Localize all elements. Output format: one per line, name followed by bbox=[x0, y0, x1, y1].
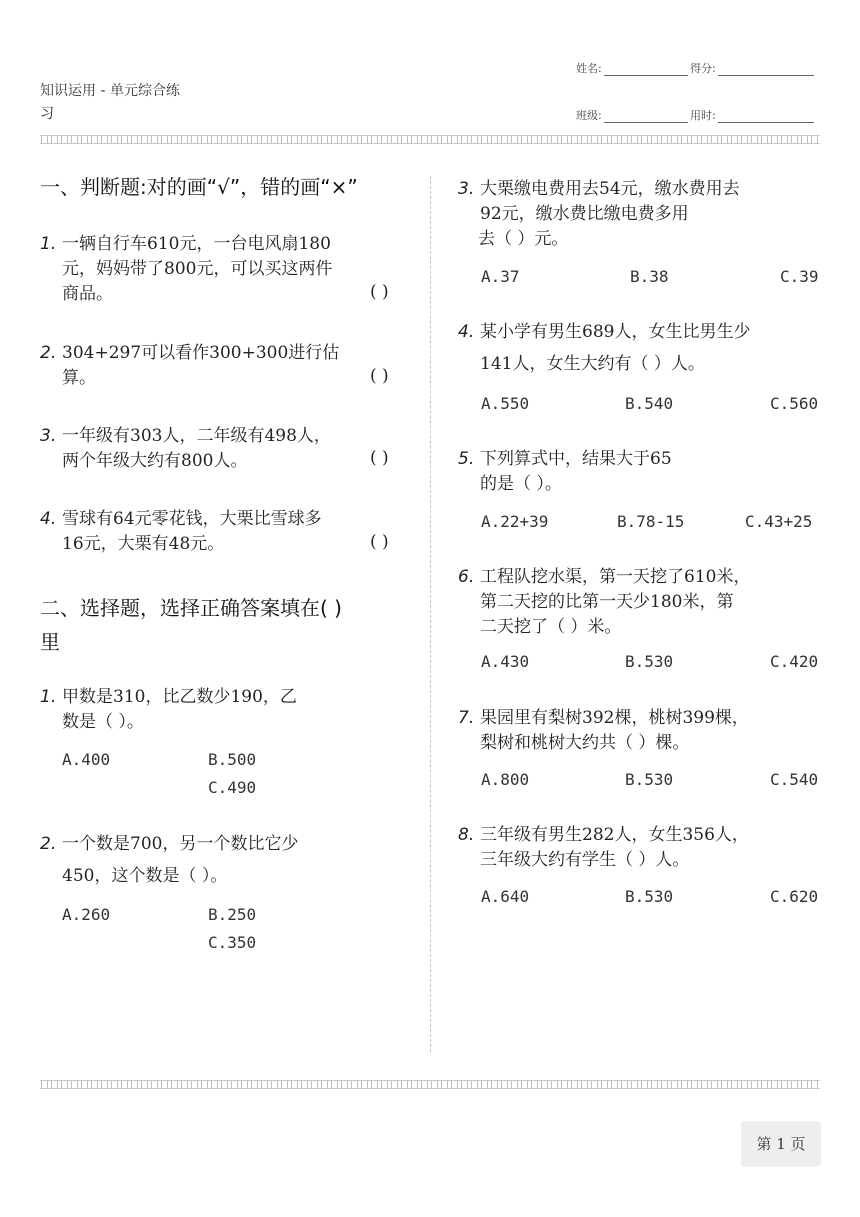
section1-title: 一、判断题:对的画“√”，错的画“×” bbox=[40, 175, 358, 199]
question-text-line: 元，妈妈带了800元，可以买这两件 bbox=[62, 259, 333, 279]
question-text-line: 工程队挖水渠，第一天挖了610米， bbox=[480, 567, 751, 587]
question-number: 1. bbox=[40, 234, 57, 254]
choice-question-3 bbox=[458, 177, 828, 252]
name-field[interactable] bbox=[576, 60, 688, 76]
top-border-strip bbox=[40, 135, 820, 144]
choice-question-1 bbox=[40, 685, 410, 735]
name-blank[interactable] bbox=[604, 64, 688, 76]
question-number: 1. bbox=[40, 687, 57, 707]
question-text-line: 去（ ）元。 bbox=[478, 229, 569, 249]
question-text-line: 雪球有64元零花钱，大栗比雪球多 bbox=[62, 509, 322, 529]
question-number: 6. bbox=[458, 567, 475, 587]
choice-question-4 bbox=[458, 320, 828, 380]
choice-question-8 bbox=[458, 823, 838, 873]
question-number: 7. bbox=[458, 708, 475, 728]
question-number: 8. bbox=[458, 825, 475, 845]
time-field[interactable] bbox=[690, 107, 814, 123]
option-b[interactable]: B.78-15 bbox=[617, 512, 685, 531]
option-c[interactable]: C.560 bbox=[770, 394, 819, 413]
question-text-line: 大栗缴电费用去54元，缴水费用去 bbox=[480, 179, 740, 199]
question-number: 5. bbox=[458, 449, 475, 469]
section2-title-line1: 二、选择题，选择正确答案填在( ) bbox=[40, 596, 342, 620]
option-c[interactable]: C.350 bbox=[208, 933, 257, 952]
question-text-line: 梨树和桃树大约共（ ）棵。 bbox=[480, 733, 690, 753]
bottom-border-strip bbox=[40, 1080, 820, 1089]
question-text-line: 的是（ ）。 bbox=[480, 474, 562, 494]
score-field[interactable] bbox=[690, 60, 814, 76]
section2-title-line2: 里 bbox=[40, 630, 60, 654]
worksheet-title bbox=[40, 80, 180, 126]
option-c[interactable]: C.43+25 bbox=[745, 512, 813, 531]
option-b[interactable]: B.530 bbox=[625, 887, 674, 906]
judge-question-2 bbox=[40, 341, 410, 391]
choice-question-2 bbox=[40, 832, 410, 892]
question-text-line: 数是（ ）。 bbox=[62, 712, 144, 732]
option-a[interactable]: A.430 bbox=[481, 652, 530, 671]
class-field[interactable] bbox=[576, 107, 688, 123]
question-text-line: 下列算式中，结果大于65 bbox=[480, 449, 672, 469]
option-a[interactable]: A.260 bbox=[62, 905, 111, 924]
score-label: 得分: bbox=[690, 62, 716, 75]
judge-question-4 bbox=[40, 507, 410, 557]
question-text-line: 某小学有男生689人，女生比男生少 bbox=[480, 322, 751, 342]
option-c[interactable]: C.420 bbox=[770, 652, 819, 671]
question-text-line: 商品。 bbox=[62, 284, 113, 304]
question-text-line: 果园里有梨树392棵，桃树399棵， bbox=[480, 708, 749, 728]
question-text-line: 16元，大栗有48元。 bbox=[62, 534, 225, 554]
option-c[interactable]: C.490 bbox=[208, 778, 257, 797]
page-number: 第 1 页 bbox=[741, 1121, 821, 1167]
option-b[interactable]: B.530 bbox=[625, 652, 674, 671]
score-blank[interactable] bbox=[718, 64, 814, 76]
option-b[interactable]: B.250 bbox=[208, 905, 257, 924]
option-a[interactable]: A.22+39 bbox=[481, 512, 549, 531]
question-number: 3. bbox=[40, 426, 57, 446]
answer-blank[interactable]: ( ) bbox=[370, 448, 389, 468]
answer-blank[interactable]: ( ) bbox=[370, 532, 389, 552]
option-c[interactable]: C.39 bbox=[780, 267, 819, 286]
question-text-line: 450，这个数是（ ）。 bbox=[62, 866, 228, 886]
judge-question-3 bbox=[40, 424, 410, 474]
question-text-line: 92元，缴水费比缴电费多用 bbox=[480, 204, 689, 224]
option-a[interactable]: A.400 bbox=[62, 750, 111, 769]
question-number: 2. bbox=[40, 343, 57, 363]
column-divider bbox=[430, 176, 431, 1052]
option-c[interactable]: C.540 bbox=[770, 770, 819, 789]
time-blank[interactable] bbox=[718, 111, 814, 123]
question-text-line: 算。 bbox=[62, 368, 96, 388]
question-text-line: 一年级有303人，二年级有498人， bbox=[62, 426, 331, 446]
question-text-line: 141人，女生大约有（ ）人。 bbox=[480, 354, 705, 374]
answer-blank[interactable]: ( ) bbox=[370, 366, 389, 386]
question-text-line: 甲数是310，比乙数少190，乙 bbox=[62, 687, 297, 707]
question-number: 4. bbox=[40, 509, 57, 529]
question-number: 2. bbox=[40, 834, 57, 854]
question-text-line: 三年级大约有学生（ ）人。 bbox=[480, 850, 690, 870]
option-a[interactable]: A.37 bbox=[481, 267, 520, 286]
name-label: 姓名: bbox=[576, 62, 602, 75]
question-text-line: 三年级有男生282人，女生356人， bbox=[480, 825, 749, 845]
option-a[interactable]: A.550 bbox=[481, 394, 530, 413]
question-text-line: 二天挖了（ ）米。 bbox=[480, 617, 622, 637]
option-a[interactable]: A.800 bbox=[481, 770, 530, 789]
judge-question-1 bbox=[40, 232, 410, 307]
option-b[interactable]: B.540 bbox=[625, 394, 674, 413]
choice-question-5 bbox=[458, 447, 828, 497]
worksheet-title-line2: 习 bbox=[40, 106, 54, 122]
question-text-line: 第二天挖的比第一天少180米，第 bbox=[480, 592, 734, 612]
question-text-line: 一辆自行车610元，一台电风扇180 bbox=[62, 234, 331, 254]
question-number: 3. bbox=[458, 179, 475, 199]
option-a[interactable]: A.640 bbox=[481, 887, 530, 906]
question-text-line: 一个数是700，另一个数比它少 bbox=[62, 834, 299, 854]
class-label: 班级: bbox=[576, 109, 602, 122]
choice-question-6 bbox=[458, 565, 838, 640]
option-b[interactable]: B.500 bbox=[208, 750, 257, 769]
class-blank[interactable] bbox=[604, 111, 688, 123]
question-text-line: 两个年级大约有800人。 bbox=[62, 451, 248, 471]
question-text-line: 304+297可以看作300+300进行估 bbox=[62, 343, 340, 363]
section2-title bbox=[40, 591, 342, 659]
worksheet-title-line1: 知识运用 - 单元综合练 bbox=[40, 83, 180, 99]
answer-blank[interactable]: ( ) bbox=[370, 282, 389, 302]
option-b[interactable]: B.530 bbox=[625, 770, 674, 789]
question-number: 4. bbox=[458, 322, 475, 342]
option-c[interactable]: C.620 bbox=[770, 887, 819, 906]
choice-question-7 bbox=[458, 706, 838, 756]
option-b[interactable]: B.38 bbox=[630, 267, 669, 286]
time-label: 用时: bbox=[690, 109, 716, 122]
